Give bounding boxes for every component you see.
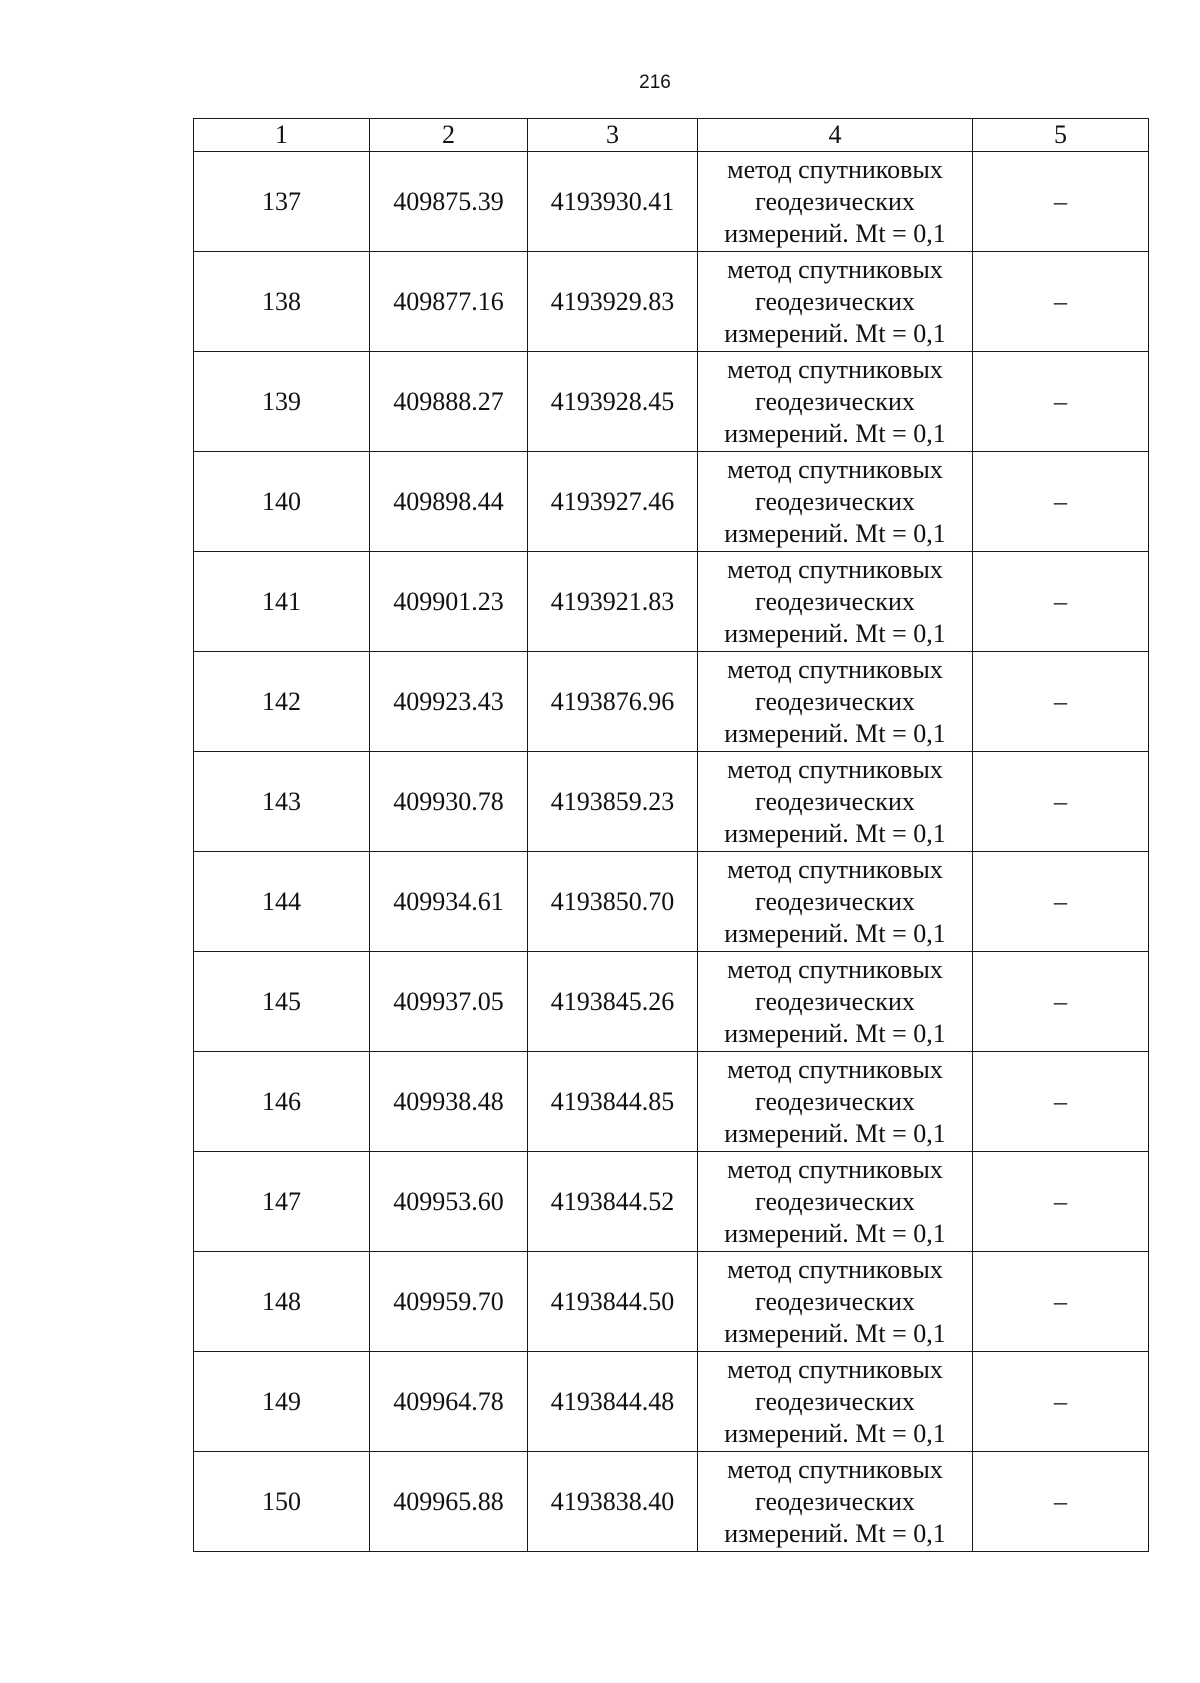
method-line: геодезических — [755, 286, 915, 316]
y-coordinate-cell: 4193844.52 — [528, 1152, 698, 1252]
table-row — [194, 1352, 1149, 1452]
method-line: метод спутниковых — [727, 1054, 943, 1084]
header-row — [194, 119, 1149, 152]
x-coordinate-cell: 409888.27 — [370, 352, 528, 452]
x-coordinate-cell: 409898.44 — [370, 452, 528, 552]
method-line: геодезических — [755, 1386, 915, 1416]
method-line: измерений. Mt = 0,1 — [724, 518, 946, 548]
y-coordinate-cell: 4193844.48 — [528, 1352, 698, 1452]
method-line: метод спутниковых — [727, 1354, 943, 1384]
y-coordinate-cell: 4193838.40 — [528, 1452, 698, 1552]
point-number-cell: 146 — [194, 1052, 370, 1152]
method-line: измерений. Mt = 0,1 — [724, 1318, 946, 1348]
method-line: измерений. Mt = 0,1 — [724, 418, 946, 448]
page-number: 216 — [639, 72, 671, 93]
method-line: измерений. Mt = 0,1 — [724, 718, 946, 748]
method-line: измерений. Mt = 0,1 — [724, 318, 946, 348]
point-number-cell: 148 — [194, 1252, 370, 1352]
y-coordinate-cell: 4193850.70 — [528, 852, 698, 952]
method-line: измерений. Mt = 0,1 — [724, 1418, 946, 1448]
method-line: метод спутниковых — [727, 754, 943, 784]
table-row — [194, 952, 1149, 1052]
x-coordinate-cell: 409877.16 — [370, 252, 528, 352]
table-row — [194, 752, 1149, 852]
point-number-cell: 145 — [194, 952, 370, 1052]
method-line: геодезических — [755, 986, 915, 1016]
method-cell — [698, 652, 973, 752]
method-cell — [698, 152, 973, 252]
method-line: метод спутниковых — [727, 254, 943, 284]
method-line: метод спутниковых — [727, 854, 943, 884]
x-coordinate-cell: 409901.23 — [370, 552, 528, 652]
x-coordinate-cell: 409953.60 — [370, 1152, 528, 1252]
point-number-cell: 150 — [194, 1452, 370, 1552]
table-row — [194, 252, 1149, 352]
method-line: метод спутниковых — [727, 554, 943, 584]
method-line: метод спутниковых — [727, 1154, 943, 1184]
method-line: измерений. Mt = 0,1 — [724, 1518, 946, 1548]
x-coordinate-cell: 409930.78 — [370, 752, 528, 852]
method-cell — [698, 1352, 973, 1452]
table-row — [194, 1052, 1149, 1152]
y-coordinate-cell: 4193930.41 — [528, 152, 698, 252]
method-line: геодезических — [755, 386, 915, 416]
description-cell: – — [973, 152, 1149, 252]
method-line: метод спутниковых — [727, 154, 943, 184]
method-cell — [698, 1252, 973, 1352]
method-cell — [698, 1452, 973, 1552]
y-coordinate-cell: 4193845.26 — [528, 952, 698, 1052]
method-line: метод спутниковых — [727, 1454, 943, 1484]
method-cell — [698, 1152, 973, 1252]
method-line: измерений. Mt = 0,1 — [724, 818, 946, 848]
table-row — [194, 452, 1149, 552]
description-cell: – — [973, 1152, 1149, 1252]
method-cell — [698, 952, 973, 1052]
header-col-3: 3 — [528, 119, 698, 152]
coordinates-table — [193, 118, 1149, 1552]
table-row — [194, 152, 1149, 252]
method-line: геодезических — [755, 1086, 915, 1116]
point-number-cell: 144 — [194, 852, 370, 952]
point-number-cell: 137 — [194, 152, 370, 252]
method-line: геодезических — [755, 186, 915, 216]
method-cell — [698, 852, 973, 952]
method-line: геодезических — [755, 1286, 915, 1316]
table-row — [194, 552, 1149, 652]
method-cell — [698, 352, 973, 452]
table-row — [194, 1252, 1149, 1352]
method-line: метод спутниковых — [727, 454, 943, 484]
point-number-cell: 147 — [194, 1152, 370, 1252]
x-coordinate-cell: 409937.05 — [370, 952, 528, 1052]
point-number-cell: 138 — [194, 252, 370, 352]
description-cell: – — [973, 252, 1149, 352]
table-row — [194, 352, 1149, 452]
method-line: геодезических — [755, 1186, 915, 1216]
table-body — [194, 152, 1149, 1552]
x-coordinate-cell: 409875.39 — [370, 152, 528, 252]
x-coordinate-cell: 409923.43 — [370, 652, 528, 752]
point-number-cell: 139 — [194, 352, 370, 452]
header-col-4: 4 — [698, 119, 973, 152]
point-number-cell: 149 — [194, 1352, 370, 1452]
description-cell: – — [973, 1452, 1149, 1552]
method-line: геодезических — [755, 586, 915, 616]
table-row — [194, 652, 1149, 752]
x-coordinate-cell: 409938.48 — [370, 1052, 528, 1152]
method-line: геодезических — [755, 1486, 915, 1516]
point-number-cell: 140 — [194, 452, 370, 552]
description-cell: – — [973, 1352, 1149, 1452]
description-cell: – — [973, 452, 1149, 552]
y-coordinate-cell: 4193859.23 — [528, 752, 698, 852]
header-col-5: 5 — [973, 119, 1149, 152]
table-row — [194, 1452, 1149, 1552]
description-cell: – — [973, 1052, 1149, 1152]
description-cell: – — [973, 752, 1149, 852]
method-line: геодезических — [755, 486, 915, 516]
y-coordinate-cell: 4193844.85 — [528, 1052, 698, 1152]
method-cell — [698, 452, 973, 552]
method-cell — [698, 1052, 973, 1152]
method-line: геодезических — [755, 886, 915, 916]
point-number-cell: 142 — [194, 652, 370, 752]
header-col-2: 2 — [370, 119, 528, 152]
x-coordinate-cell: 409965.88 — [370, 1452, 528, 1552]
x-coordinate-cell: 409959.70 — [370, 1252, 528, 1352]
method-line: измерений. Mt = 0,1 — [724, 618, 946, 648]
method-line: измерений. Mt = 0,1 — [724, 1118, 946, 1148]
description-cell: – — [973, 552, 1149, 652]
method-line: измерений. Mt = 0,1 — [724, 1218, 946, 1248]
y-coordinate-cell: 4193876.96 — [528, 652, 698, 752]
table-header — [194, 119, 1149, 152]
header-col-1: 1 — [194, 119, 370, 152]
method-line: измерений. Mt = 0,1 — [724, 218, 946, 248]
method-cell — [698, 552, 973, 652]
method-line: измерений. Mt = 0,1 — [724, 1018, 946, 1048]
method-line: измерений. Mt = 0,1 — [724, 918, 946, 948]
table-row — [194, 1152, 1149, 1252]
y-coordinate-cell: 4193921.83 — [528, 552, 698, 652]
y-coordinate-cell: 4193928.45 — [528, 352, 698, 452]
y-coordinate-cell: 4193844.50 — [528, 1252, 698, 1352]
y-coordinate-cell: 4193927.46 — [528, 452, 698, 552]
point-number-cell: 143 — [194, 752, 370, 852]
y-coordinate-cell: 4193929.83 — [528, 252, 698, 352]
method-line: метод спутниковых — [727, 354, 943, 384]
x-coordinate-cell: 409934.61 — [370, 852, 528, 952]
description-cell: – — [973, 1252, 1149, 1352]
method-line: метод спутниковых — [727, 1254, 943, 1284]
method-line: метод спутниковых — [727, 654, 943, 684]
method-cell — [698, 252, 973, 352]
method-line: метод спутниковых — [727, 954, 943, 984]
description-cell: – — [973, 652, 1149, 752]
description-cell: – — [973, 852, 1149, 952]
table-row — [194, 852, 1149, 952]
method-line: геодезических — [755, 786, 915, 816]
point-number-cell: 141 — [194, 552, 370, 652]
description-cell: – — [973, 952, 1149, 1052]
method-line: геодезических — [755, 686, 915, 716]
x-coordinate-cell: 409964.78 — [370, 1352, 528, 1452]
description-cell: – — [973, 352, 1149, 452]
method-cell — [698, 752, 973, 852]
